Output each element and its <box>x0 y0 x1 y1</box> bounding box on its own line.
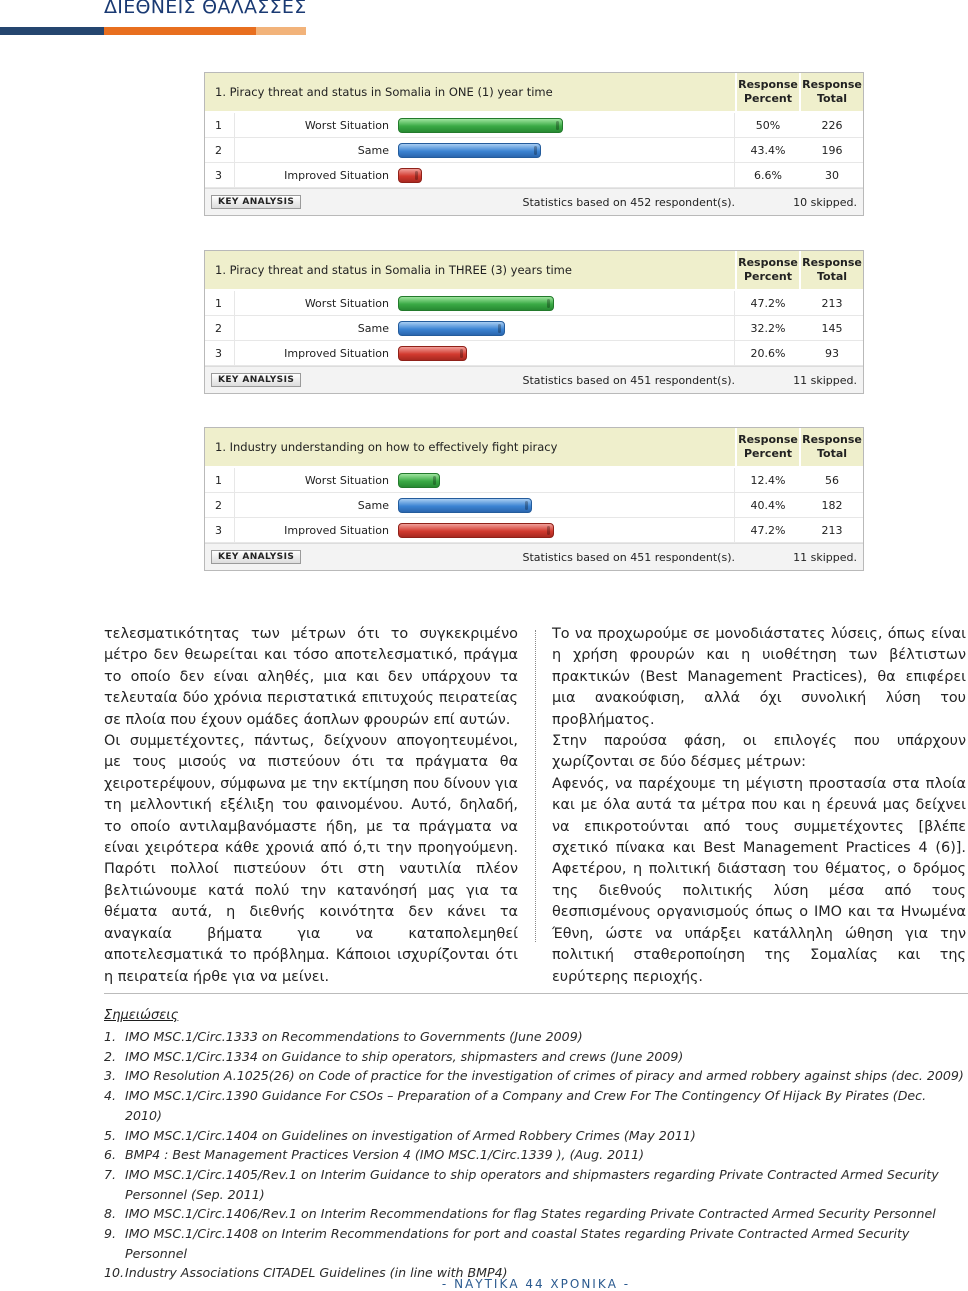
response-bar <box>398 168 422 183</box>
note-text: IMO MSC.1/Circ.1408 on Interim Recommendations for port and coastal States regarding Private Contracted Armed Security Personnel <box>125 1226 910 1261</box>
table-row <box>205 468 863 493</box>
note-text: IMO MSC.1/Circ.1406/Rev.1 on Interim Recommendations for flag States regarding Private Contracted Armed Security Personnel <box>125 1206 936 1222</box>
row-number: 2 <box>205 316 235 340</box>
row-label: Worst Situation <box>304 473 389 487</box>
response-total: 182 <box>821 498 843 512</box>
key-analysis-button[interactable]: KEY ANALYSIS <box>211 373 301 387</box>
note-text: IMO MSC.1/Circ.1390 Guidance For CSOs – Preparation of a Company and Crew For The Contingency Of Hijack By Pirates (Dec. 2010) <box>125 1088 927 1123</box>
response-bar <box>398 143 541 158</box>
response-total-header: Response Total <box>801 428 863 466</box>
header-bar-orange <box>104 27 256 35</box>
note-number: 7. <box>104 1166 117 1182</box>
row-number: 1 <box>205 291 235 315</box>
column-divider <box>535 630 536 942</box>
table-row <box>205 163 863 188</box>
response-bar <box>398 321 505 336</box>
response-percent-header: Response Percent <box>737 251 799 289</box>
response-total: 145 <box>821 321 843 335</box>
response-percent: 47.2% <box>750 523 786 537</box>
response-percent: 40.4% <box>750 498 786 512</box>
header-bar-light-orange <box>256 27 306 35</box>
key-analysis-button[interactable]: KEY ANALYSIS <box>211 195 301 209</box>
respondent-stats: Statistics based on 451 respondent(s). <box>522 550 735 564</box>
article-right-column <box>552 624 966 988</box>
response-percent: 32.2% <box>750 321 786 335</box>
row-number: 3 <box>205 341 235 365</box>
article-left-column <box>104 624 518 988</box>
row-label: Same <box>357 498 389 512</box>
row-label: Same <box>357 321 389 335</box>
response-percent: 50% <box>755 118 781 132</box>
list-item <box>104 1165 966 1204</box>
note-number: 6. <box>104 1147 117 1163</box>
note-text: IMO MSC.1/Circ.1334 on Guidance to ship operators, shipmasters and crews (June 2009) <box>125 1048 684 1064</box>
note-text: IMO Resolution A.1025(26) on Code of practice for the investigation of crimes of piracy and armed robbery against ships (dec. 2009) <box>125 1068 964 1084</box>
note-number: 8. <box>104 1206 117 1222</box>
paragraph: τελεσματικότητας των μέτρων ότι το συγκεκριμένο μέτρο δεν θεωρείται και τόσο αποτελεσματικό, πράγμα το οποίο δεν είναι αληθές, μια και δεν υπάρχουν τα τελευταία δύο χρόνια περιστατικά επιτυχούς πειρατείας σε πλοία που έχουν ομάδες άοπλων φρουρών επί αυτών. <box>104 626 518 728</box>
skipped-count: 11 skipped. <box>793 550 857 564</box>
response-percent: 12.4% <box>750 473 786 487</box>
row-label: Same <box>357 143 389 157</box>
note-number: 9. <box>104 1226 117 1242</box>
note-text: IMO MSC.1/Circ.1405/Rev.1 on Interim Guidance to ship operators and shipmasters regarding Private Contracted Armed Security Personnel (Sep. 2011) <box>125 1166 939 1202</box>
survey-question: 1. Industry understanding on how to effectively fight piracy <box>205 428 735 466</box>
note-text: BMP4 : Best Management Practices Version 4 (IMO MSC.1/Circ.1339 ), (Aug. 2011) <box>125 1147 645 1163</box>
note-number: 3. <box>104 1068 117 1084</box>
key-analysis-button[interactable]: KEY ANALYSIS <box>211 550 301 564</box>
table-row <box>205 138 863 163</box>
note-number: 1. <box>104 1029 117 1044</box>
response-total-header: Response Total <box>801 73 863 111</box>
response-percent: 20.6% <box>750 346 786 360</box>
survey-table-industry-understanding <box>204 427 864 571</box>
row-number: 3 <box>205 518 235 542</box>
survey-question: 1. Piracy threat and status in Somalia in THREE (3) years time <box>205 251 735 289</box>
list-item <box>104 1086 966 1125</box>
paragraph: Στην παρούσα φάση, οι επιλογές που υπάρχουν χωρίζονται σε δύο δέσμες μέτρων: <box>552 733 966 771</box>
response-percent: 6.6% <box>754 168 782 182</box>
skipped-count: 10 skipped. <box>793 195 857 209</box>
respondent-stats: Statistics based on 451 respondent(s). <box>522 373 735 387</box>
response-bar <box>398 118 563 133</box>
response-bar <box>398 498 532 513</box>
list-item <box>104 1145 966 1165</box>
response-bar <box>398 296 554 311</box>
response-percent-header: Response Percent <box>737 73 799 111</box>
header-bar-navy <box>0 27 104 35</box>
page-footer: - ΝΑΥΤΙΚΑ 44 ΧΡΟΝΙΚΑ - <box>441 1277 631 1291</box>
row-label: Worst Situation <box>304 118 389 132</box>
response-bar <box>398 346 467 361</box>
row-number: 2 <box>205 138 235 162</box>
notes-list <box>104 1027 966 1283</box>
survey-question: 1. Piracy threat and status in Somalia in ONE (1) year time <box>205 73 735 111</box>
notes-divider <box>104 993 968 994</box>
list-item <box>104 1126 966 1146</box>
list-item <box>104 1204 966 1224</box>
survey-table-three-years <box>204 250 864 394</box>
response-percent: 43.4% <box>750 143 786 157</box>
row-number: 1 <box>205 113 235 137</box>
response-bar <box>398 523 554 538</box>
paragraph: Αφενός, να παρέχουμε τη μέγιστη προστασία στα πλοία και με όλα αυτά τα μέτρα που και η έρευνά μας δείχνει να επικροτούνται από τους συμμετέχοντες [βλέπε σχετικό πίνακα και Best Management Practices 4 (6)]. Αφετέρου, η πολιτική διάσταση του θέματος, ο δρόμος της διεθνούς πολιτικής λύση μέσα από τους θεσπισμένους οργανισμούς όπως ο ΙΜΟ και τα Ηνωμένα Έθνη, ώστε να υπάρξει κατάλληλη ώθηση για την πολιτική σταθεροποίηση της Σομαλίας και της ευρύτερης περιοχής. <box>552 775 966 985</box>
respondent-stats: Statistics based on 452 respondent(s). <box>522 195 735 209</box>
response-total: 56 <box>825 473 839 487</box>
notes-title: Σημειώσεις <box>104 1008 179 1023</box>
response-total: 213 <box>821 296 843 310</box>
section-title: ΔΙΕΘΝΕΙΣ ΘΑΛΑΣΣΕΣ <box>104 0 307 18</box>
row-label: Improved Situation <box>284 168 389 182</box>
table-row <box>205 341 863 366</box>
response-bar <box>398 473 440 488</box>
table-row <box>205 316 863 341</box>
response-total-header: Response Total <box>801 251 863 289</box>
response-percent: 47.2% <box>750 296 786 310</box>
table-row <box>205 493 863 518</box>
list-item <box>104 1224 966 1263</box>
response-percent-header: Response Percent <box>737 428 799 466</box>
note-text: IMO MSC.1/Circ.1333 on Recommendations to Governments (June 2009) <box>125 1029 583 1044</box>
row-number: 1 <box>205 468 235 492</box>
note-number: 2. <box>104 1048 117 1064</box>
row-label: Improved Situation <box>284 523 389 537</box>
row-label: Worst Situation <box>304 296 389 310</box>
response-total: 196 <box>821 143 843 157</box>
note-number: 10. <box>104 1265 125 1281</box>
note-text: Industry Associations CITADEL Guidelines (in line with BMP4) <box>125 1265 508 1281</box>
note-text: IMO MSC.1/Circ.1404 on Guidelines on investigation of Armed Robbery Crimes (May 2011) <box>125 1127 696 1143</box>
response-total: 30 <box>825 168 839 182</box>
skipped-count: 11 skipped. <box>793 373 857 387</box>
list-item <box>104 1027 966 1047</box>
table-row <box>205 291 863 316</box>
response-total: 93 <box>825 346 839 360</box>
row-label: Improved Situation <box>284 346 389 360</box>
note-number: 5. <box>104 1127 117 1143</box>
list-item <box>104 1047 966 1067</box>
list-item <box>104 1066 966 1086</box>
table-row <box>205 518 863 543</box>
paragraph: Το να προχωρούμε σε μονοδιάστατες λύσεις, όπως είναι η χρήση φρουρών και η υιοθέτηση των βέλτιστων πρακτικών (Best Management Practices), θα επιφέρει μια ανακούφιση, αλλά όχι συνολική λύση του προβλήματος. <box>552 626 966 728</box>
paragraph: Οι συμμετέχοντες, πάντως, δείχνουν απογοητευμένοι, με τους μισούς να πιστεύουν ότι τα πράγματα θα χειροτερέψουν, σύμφωνα με την εκτίμηση που δίνουν για τη μελλοντική εξέλιξη του φαινομένου. Αυτό, δηλαδή, το οποίο αντιλαμβανόμαστε ήδη, με τα πράγματα να είναι χειρότερα κάθε χρονιά από ό,τι την προηγούμενη. Παρότι πολλοί πιστεύουν ότι στη ναυτιλία πλέον βελτιώνουμε κατά πολύ την κατανόησή μας για τα θέματα αυτά, η διεθνής κοινότητα δεν κάνει τα αναγκαία βήματα για να καταπολεμηθεί αποτελεσματικά το πρόβλημα. Κάποιοι ισχυρίζονται ότι η πειρατεία ήρθε για να μείνει. <box>104 733 518 985</box>
table-row <box>205 113 863 138</box>
row-number: 3 <box>205 163 235 187</box>
survey-table-one-year <box>204 72 864 216</box>
response-total: 213 <box>821 523 843 537</box>
note-number: 4. <box>104 1088 117 1104</box>
response-total: 226 <box>821 118 843 132</box>
row-number: 2 <box>205 493 235 517</box>
